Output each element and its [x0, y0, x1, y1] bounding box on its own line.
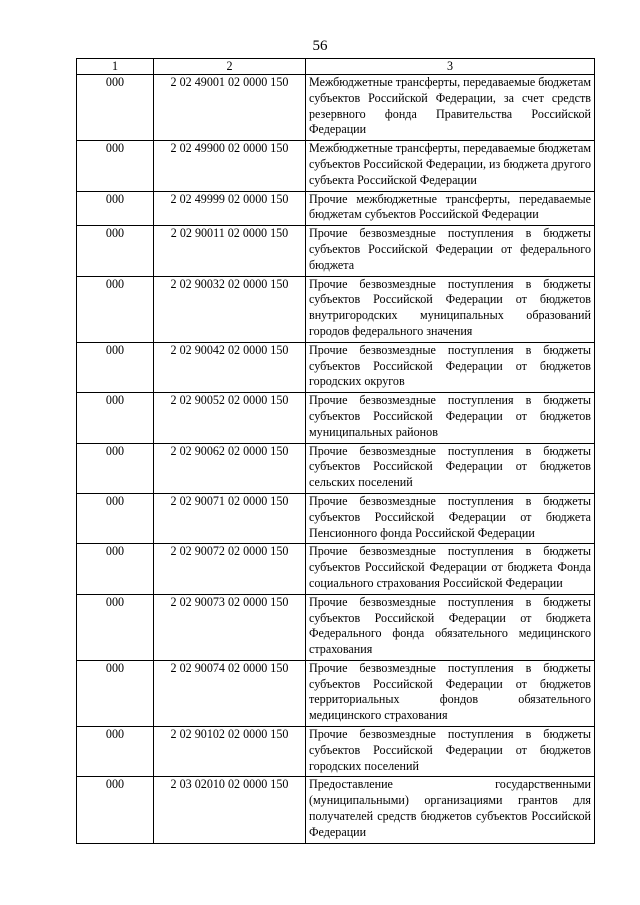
income-name-cell: Прочие безвозмездные поступления в бюджеты субъектов Российской Федерации от бюджетов городских поселений [306, 727, 595, 777]
income-name-cell: Прочие безвозмездные поступления в бюджеты субъектов Российской Федерации от бюджета Пенсионного фонда Российской Федерации [306, 493, 595, 543]
table-row [77, 443, 595, 493]
income-name-cell: Прочие безвозмездные поступления в бюджеты субъектов Российской Федерации от бюджетов городских округов [306, 342, 595, 392]
table-row [77, 276, 595, 342]
income-name-cell: Межбюджетные трансферты, передаваемые бюджетам субъектов Российской Федерации, из бюджета другого субъекта Российской Федерации [306, 141, 595, 191]
income-name-cell: Прочие безвозмездные поступления в бюджеты субъектов Российской Федерации от бюджетов сельских поселений [306, 443, 595, 493]
income-code-cell: 2 02 90074 02 0000 150 [154, 660, 306, 726]
income-code-cell: 2 02 90062 02 0000 150 [154, 443, 306, 493]
income-code-cell: 2 02 90011 02 0000 150 [154, 226, 306, 276]
table-row [77, 393, 595, 443]
admin-code-cell: 000 [77, 493, 154, 543]
income-code-cell: 2 02 90032 02 0000 150 [154, 276, 306, 342]
admin-code-cell: 000 [77, 777, 154, 843]
income-name-cell: Прочие межбюджетные трансферты, передаваемые бюджетам субъектов Российской Федерации [306, 191, 595, 226]
table-row [77, 493, 595, 543]
admin-code-cell: 000 [77, 544, 154, 594]
table-row [77, 342, 595, 392]
income-name-cell: Прочие безвозмездные поступления в бюджеты субъектов Российской Федерации от бюджетов внутригородских муниципальных образований городов федерального значения [306, 276, 595, 342]
admin-code-cell: 000 [77, 342, 154, 392]
income-name-cell: Прочие безвозмездные поступления в бюджеты субъектов Российской Федерации от бюджетов муниципальных районов [306, 393, 595, 443]
admin-code-cell: 000 [77, 276, 154, 342]
page-number: 56 [312, 38, 328, 54]
table-row [77, 226, 595, 276]
income-code-cell: 2 03 02010 02 0000 150 [154, 777, 306, 843]
income-code-cell: 2 02 49999 02 0000 150 [154, 191, 306, 226]
admin-code-cell: 000 [77, 594, 154, 660]
column-header-1: 1 [77, 59, 154, 75]
income-code-cell: 2 02 90071 02 0000 150 [154, 493, 306, 543]
income-name-cell: Прочие безвозмездные поступления в бюджеты субъектов Российской Федерации от бюджетов территориальных фондов обязательного медицинского страхования [306, 660, 595, 726]
income-name-cell: Прочие безвозмездные поступления в бюджеты субъектов Российской Федерации от бюджета Федерального фонда обязательного медицинского страхования [306, 594, 595, 660]
admin-code-cell: 000 [77, 660, 154, 726]
table-row [77, 777, 595, 843]
income-code-cell: 2 02 90042 02 0000 150 [154, 342, 306, 392]
income-name-cell: Прочие безвозмездные поступления в бюджеты субъектов Российской Федерации от федерального бюджета [306, 226, 595, 276]
income-name-cell: Предоставление государственными (муниципальными) организациями грантов для получателей средств бюджетов субъектов Российской Федерации [306, 777, 595, 843]
table-row [77, 544, 595, 594]
table-row [77, 727, 595, 777]
column-header-2: 2 [154, 59, 306, 75]
admin-code-cell: 000 [77, 443, 154, 493]
table-row [77, 141, 595, 191]
admin-code-cell: 000 [77, 226, 154, 276]
income-name-cell: Межбюджетные трансферты, передаваемые бюджетам субъектов Российской Федерации, за счет средств резервного фонда Правительства Российской Федерации [306, 75, 595, 141]
table-row [77, 75, 595, 141]
table-row [77, 594, 595, 660]
table-body [77, 75, 595, 844]
table-row [77, 191, 595, 226]
income-code-cell: 2 02 90052 02 0000 150 [154, 393, 306, 443]
admin-code-cell: 000 [77, 141, 154, 191]
income-code-cell: 2 02 49900 02 0000 150 [154, 141, 306, 191]
admin-code-cell: 000 [77, 75, 154, 141]
budget-classification-table [76, 58, 595, 844]
income-code-cell: 2 02 90102 02 0000 150 [154, 727, 306, 777]
column-header-3: 3 [306, 59, 595, 75]
admin-code-cell: 000 [77, 191, 154, 226]
income-name-cell: Прочие безвозмездные поступления в бюджеты субъектов Российской Федерации от бюджета Фонда социального страхования Российской Федерации [306, 544, 595, 594]
income-code-cell: 2 02 90072 02 0000 150 [154, 544, 306, 594]
admin-code-cell: 000 [77, 727, 154, 777]
admin-code-cell: 000 [77, 393, 154, 443]
table-row [77, 660, 595, 726]
income-code-cell: 2 02 90073 02 0000 150 [154, 594, 306, 660]
table-header-row [77, 59, 595, 75]
income-code-cell: 2 02 49001 02 0000 150 [154, 75, 306, 141]
